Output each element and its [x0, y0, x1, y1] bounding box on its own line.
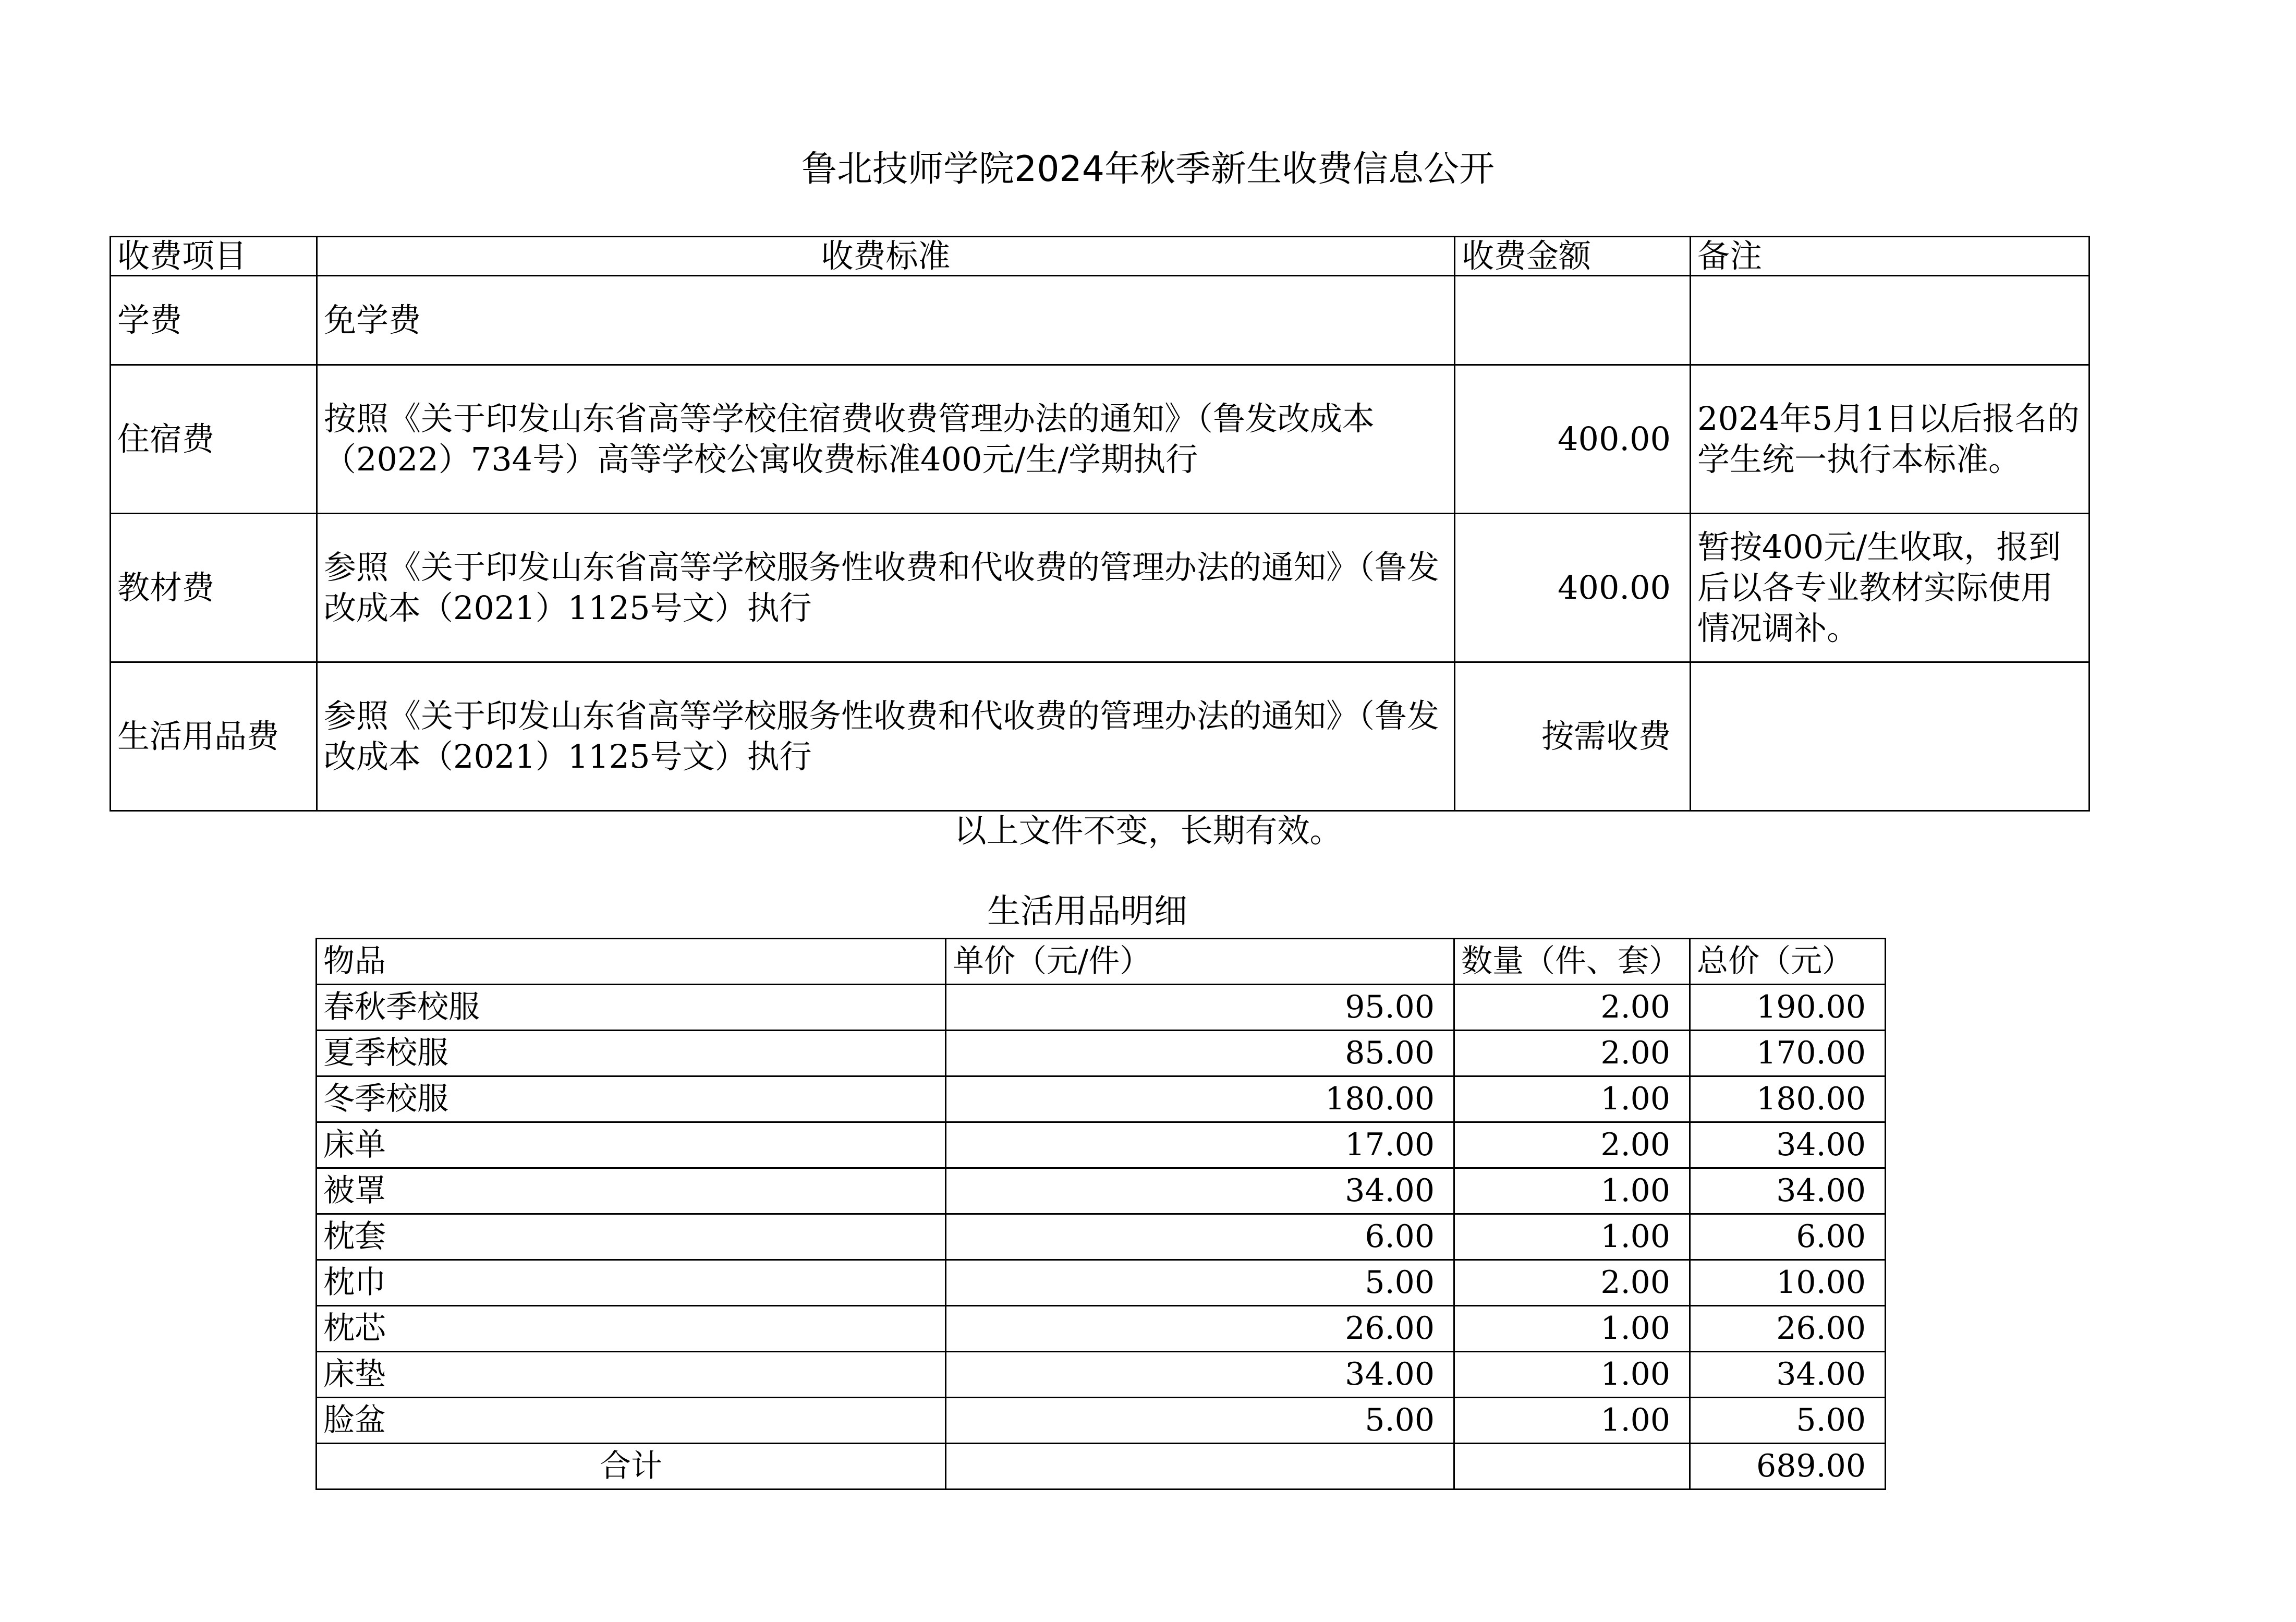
table-row — [111, 514, 2090, 662]
item-price: 6.00 — [946, 1214, 1454, 1260]
item-total: 26.00 — [1690, 1306, 1886, 1352]
fee-item: 教材费 — [111, 514, 317, 662]
table-row — [111, 662, 2090, 811]
page-title: 鲁北技师学院2024年秋季新生收费信息公开 — [801, 149, 1495, 190]
fee-standard: 免学费 — [317, 276, 1455, 365]
item-total: 180.00 — [1690, 1076, 1886, 1122]
item-name: 枕芯 — [317, 1306, 946, 1352]
table-row — [111, 365, 2090, 514]
item-name: 枕巾 — [317, 1260, 946, 1306]
item-total: 170.00 — [1690, 1031, 1886, 1076]
table-row — [317, 1352, 1886, 1398]
item-name: 脸盆 — [317, 1398, 946, 1444]
item-price: 5.00 — [946, 1398, 1454, 1444]
table-row — [111, 276, 2090, 365]
items-table — [315, 938, 1886, 1490]
header-cell: 收费项目 — [111, 237, 317, 276]
fee-note — [1691, 276, 2090, 365]
table-row — [317, 1306, 1886, 1352]
header-cell: 数量（件、套） — [1454, 939, 1690, 985]
table-row — [317, 1076, 1886, 1122]
item-qty: 1.00 — [1454, 1306, 1690, 1352]
item-price: 17.00 — [946, 1122, 1454, 1168]
item-price: 85.00 — [946, 1031, 1454, 1076]
fee-item: 生活用品费 — [111, 662, 317, 811]
table-row — [317, 1214, 1886, 1260]
item-price: 95.00 — [946, 985, 1454, 1031]
item-price: 34.00 — [946, 1352, 1454, 1398]
item-name: 床垫 — [317, 1352, 946, 1398]
empty-cell — [946, 1444, 1454, 1490]
item-qty: 2.00 — [1454, 1031, 1690, 1076]
fee-standard: 按照《关于印发山东省高等学校住宿费收费管理办法的通知》（鲁发改成本（2022）734号）高等学校公寓收费标准400元/生/学期执行 — [317, 365, 1455, 514]
items-table-title: 生活用品明细 — [987, 892, 1187, 931]
table-row — [317, 985, 1886, 1031]
item-qty: 1.00 — [1454, 1214, 1690, 1260]
item-total: 34.00 — [1690, 1168, 1886, 1214]
item-name: 冬季校服 — [317, 1076, 946, 1122]
fee-table-header — [111, 237, 2090, 276]
item-price: 180.00 — [946, 1076, 1454, 1122]
item-total: 34.00 — [1690, 1122, 1886, 1168]
fee-standard: 参照《关于印发山东省高等学校服务性收费和代收费的管理办法的通知》（鲁发改成本（2021）1125号文）执行 — [317, 662, 1455, 811]
item-total: 190.00 — [1690, 985, 1886, 1031]
table-row — [317, 1031, 1886, 1076]
item-name: 春秋季校服 — [317, 985, 946, 1031]
fee-amount: 按需收费 — [1455, 662, 1691, 811]
item-price: 34.00 — [946, 1168, 1454, 1214]
item-total: 10.00 — [1690, 1260, 1886, 1306]
fee-note: 2024年5月1日以后报名的学生统一执行本标准。 — [1691, 365, 2090, 514]
item-price: 26.00 — [946, 1306, 1454, 1352]
total-value: 689.00 — [1690, 1444, 1886, 1490]
fee-item: 住宿费 — [111, 365, 317, 514]
item-total: 34.00 — [1690, 1352, 1886, 1398]
total-label: 合计 — [317, 1444, 946, 1490]
table-row — [317, 1398, 1886, 1444]
fee-table — [110, 236, 2090, 812]
item-name: 被罩 — [317, 1168, 946, 1214]
validity-note: 以上文件不变，长期有效。 — [954, 812, 1342, 850]
items-table-header — [317, 939, 1886, 985]
fee-amount: 400.00 — [1455, 514, 1691, 662]
header-cell: 收费金额 — [1455, 237, 1691, 276]
header-cell: 总价（元） — [1690, 939, 1886, 985]
item-qty: 1.00 — [1454, 1076, 1690, 1122]
fee-item: 学费 — [111, 276, 317, 365]
item-qty: 2.00 — [1454, 1122, 1690, 1168]
item-name: 枕套 — [317, 1214, 946, 1260]
table-row — [317, 1260, 1886, 1306]
header-cell: 单价（元/件） — [946, 939, 1454, 985]
fee-note: 暂按400元/生收取，报到后以各专业教材实际使用情况调补。 — [1691, 514, 2090, 662]
empty-cell — [1454, 1444, 1690, 1490]
item-name: 床单 — [317, 1122, 946, 1168]
table-row — [317, 1168, 1886, 1214]
item-price: 5.00 — [946, 1260, 1454, 1306]
fee-note — [1691, 662, 2090, 811]
header-cell: 备注 — [1691, 237, 2090, 276]
table-row — [317, 1122, 1886, 1168]
item-qty: 1.00 — [1454, 1352, 1690, 1398]
fee-amount — [1455, 276, 1691, 365]
fee-standard: 参照《关于印发山东省高等学校服务性收费和代收费的管理办法的通知》（鲁发改成本（2021）1125号文）执行 — [317, 514, 1455, 662]
item-qty: 1.00 — [1454, 1398, 1690, 1444]
header-cell: 收费标准 — [317, 237, 1455, 276]
item-qty: 1.00 — [1454, 1168, 1690, 1214]
fee-amount: 400.00 — [1455, 365, 1691, 514]
item-qty: 2.00 — [1454, 1260, 1690, 1306]
item-qty: 2.00 — [1454, 985, 1690, 1031]
item-total: 5.00 — [1690, 1398, 1886, 1444]
total-row — [317, 1444, 1886, 1490]
item-total: 6.00 — [1690, 1214, 1886, 1260]
header-cell: 物品 — [317, 939, 946, 985]
item-name: 夏季校服 — [317, 1031, 946, 1076]
